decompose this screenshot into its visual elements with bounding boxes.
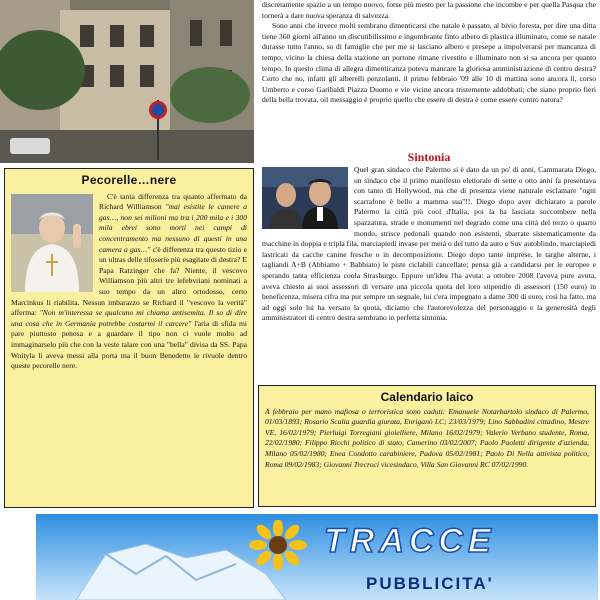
pecorelle-title: Pecorelle…nere [81, 173, 177, 187]
pecorelle-box [4, 168, 254, 508]
sintonia-title: Sintonia [407, 150, 451, 164]
ad-background [36, 514, 598, 600]
tracce-ad-banner [36, 514, 598, 600]
sunflower-icon [248, 520, 308, 570]
pecorelle-text-c: c'è differenza tra questo tizio e un ultras delle tifoserie più esagitate di destra? E Papa Ratzinger che fa? Niente, il vescovo Williamson più altri tre lefebvriani nominati a suo tempo da un altro ortodosso, certo Marcinkus li riabilita. Nessun imbarazzo se Richard il "vescovo la verità" afferma: [11, 244, 247, 318]
ad-subtitle: PUBBLICITA' [366, 574, 494, 593]
pecorelle-text-e: l'aria di sfida mi pare piuttosto penosa e a guardare il tipo non ci vuole molto ad immaginarselo più che con la veste talare con una "bella" divisa da SS. Papa Woityla li aveva messi alla porta ma il buon Benedetto le rivuole dentro queste pecorelle nere. [11, 318, 248, 371]
street-photo [0, 0, 254, 163]
calendario-title: Calendario laico [380, 390, 474, 404]
top-article-paragraph-1: discretamente spazio a un tempo nuovo, forse più mesto per la passione che incombe e per quella Pasqua che tornerà a dare nuova speranza di salvezza. [262, 0, 596, 20]
calendario-box [258, 385, 596, 507]
sintonia-text: Quel gran sindaco che Palermo si è dato da un po' di anni, Cammarata Diego, un sindaco che il primo manifesto elettorale di sette o otto anni fa presentava con tanto di Hollywood, ma che di presenza viene naturale esclamare "ogni scarrafone è bello a mamma sua"!!. Diego dopo aver dichiarato a parole Palermo la città più cool d'Italia, poi la ha lasciata soccombere nella spazzatura, strade e monumenti nel degrado come una città del terzo o quarto mondo, strisce pedonali quando non esistenti, sbarrate sistematicamente da macchine in doppia e tripla fila, marciapiedi invase per metà o del tutto da auto e Suv autoblindo, marciapiedi lastricati da cacche canine fresche o in decomposizione. Diego dopo tante imprese, le targhe alterne, i tagliandi A+B (Abbiamo + Babbiato) le piste ciclabili cancellate; pensa già a candidarsi per le europee e sperando tanta efficienza coola Strasburgo. Eppure un'idea l'ha avuta: a ottobre 2008 l'aveva pure avuta, aveva chiesto ai suoi assessori di versare una piccola quota del loro stipendio di assessori (150 euro) in beneficenza, misera cifra ma pur sempre un segnale, lui c'era impegnato a dame 300 di euro, così ha fatto, ma ad oggi solo lui ha versato la quota, diciamo che l'autorevolezza del personaggio e la generosità degli amministratori di centro destra sembrano in perfetta sintonia. [262, 165, 596, 323]
pecorelle-quote-2: "Non m'interessa se qualcuno mi chiama antisemita. Il so di dire una cosa che in Germania potrebbe costarmi il carcere" [11, 308, 247, 328]
sintonia-article [262, 165, 596, 380]
pope-photo [11, 194, 93, 292]
cammarata-photo [262, 167, 348, 229]
ad-title: TRACCE [324, 522, 496, 560]
calendario-text: A febbraio per mano mafiosa o terroristica sono caduti: Emanuele Notarbartolo sindaco di Palermo, 01/03/1893; Rosario Scalia guardia giurata, Enriganò LC; 23/03/1979; Lino Sabbadini cittadino, Mestre VE, 16/02/1979; Pierluigi Torregiani gioielliere, Milano 16/02/1979; Valerio Verbano studente, Roma, 22/02/1980; Filippo Ricchi politico di stato, Camerino 03/02/2007; Paolo Paoletti dirigente d'azienda, Milano 05/02/1980; Enea Condotto carabiniere, Padova 05/02/1981; Paolo Di Nella attivista politico, Roma 09/02/1983; Giovanni Trecroci vicesindaco, Villa San Giovanni RC 07/02/1990. [265, 406, 589, 469]
pecorelle-quote-1: "mai esistite le camere a gas…, non sei milioni ma tra i 200 mila e i 300 mila ebrei sono morti nei campi di concentramento ma nessuno di questi in una camera a gas…" [99, 202, 248, 254]
top-article-paragraph-2: Sono anni che invece molti sembrano dimenticarsi che natale è passato, al bivio foresta, per dire una ditta tiene 360 giorni all'anno un discutibilissimo e ingombrante finto albero di plastica illuminato, come se natale durasse tutto l'anno, so di famiglie che per me si lasciano albero e presepe a impolverarsi per mancanza di tempo, vicino la chiesa della stazione un portone rimane rivestito e illuminato non si sa ancora per quanto tempo. In questo clima di allegra dimenticanza poteva mancare la gloriosa amministrazione di centro destra? Certo che no, infatti gli alberelli penzolanti, il primo febbraio '09 alle 10 di mattina sono ancora lì, corso Umberto e corso Garibaldi Piazza Duomo e vie vicine ancora tristemente addobbati; che siano proprio fieri della bella trovata, oil messaggio è proprio quello che essere di destra è come essere contro natura? [262, 21, 596, 105]
top-article [262, 0, 596, 148]
pecorelle-text-a: C'è tanta differenza tra quanto affermato da Richard Williamson [99, 191, 247, 212]
